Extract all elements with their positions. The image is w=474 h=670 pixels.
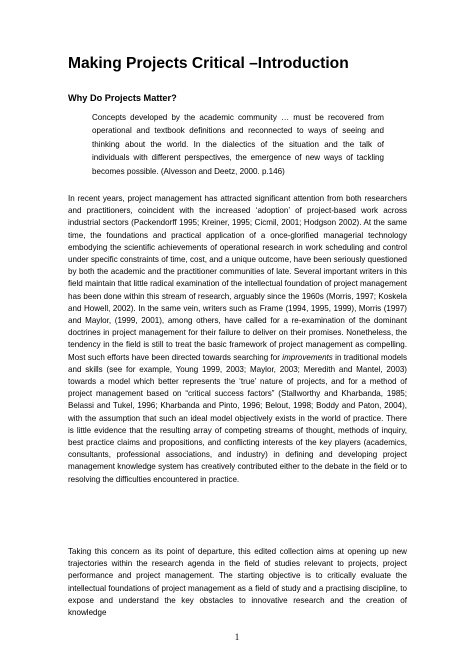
- body-paragraph-2: Taking this concern as its point of departure, this edited collection aims at opening up new trajectories within the research agenda in the field of studies relevant to projects, project performance and project management. The starting objective is to critically evaluate the intellectual foundations of project management as a field of study and a practising discipline, to expose and understand the key obstacles to innovative research and the creation of knowledge: [68, 547, 407, 618]
- paragraph-1-text-end: in traditional models and skills (see for example, Young 1999, 2003; Maylor, 2003; Meredith and Mantel, 2003) towards a model which better represents the ‘true’ nature of projects, and for a method of project management based on “critical success factors” (Stallworthy and Kharbanda, 1985; Belassi and Tukel, 1996; Kharbanda and Pinto, 1996; Belout, 1998; Boddy and Paton, 2004), with the assumption that such an ideal model objectively exists in the world of practice. There is little evidence that the resulting array of competing streams of thought, methods of inquiry, best practice claims and propositions, and conflicting interests of the key players (academics, consultants, professional associations, and industry) in defining and developing project management knowledge system has creatively contributed either to the debate in the field or to resolving the difficulties encountered in practice.: [68, 352, 407, 484]
- emphasized-word: improvements: [282, 352, 333, 362]
- section-heading: Why Do Projects Matter?: [68, 93, 177, 103]
- paragraph-1-text-start: In recent years, project management has attracted significant attention from both researchers and practitioners, coincident with the increased ‘adoption’ of project-based work across industrial sectors (Packendorff 1995; Kreiner, 1995; Cicmil, 2001; Hodgson 2002). At the same time, the foundations and practical application of a once-glorified managerial technology embodying the scientific achievements of operational research in work scheduling and control under specific constraints of time, cost, and a unique outcome, have been seriously questioned by both the academic and the practitioner communities of late. Several important writers in this field maintain that little radical examination of the intellectual foundation of project management has been done within this stream of research, arguably since the 1960s (Morris, 1997; Koskela and Howell, 2002). In the same vein, writers such as Frame (1994, 1995, 1999), Morris (1997) and Maylor, (1999, 2001), among others, have called for a re-examination of the dominant doctrines in project management for their failure to deliver on their promises. Nonetheless, the tendency in the field is still to treat the basic framework of project management as compelling. Most such efforts have been directed towards searching for: [68, 194, 407, 362]
- epigraph-quote: Concepts developed by the academic community … must be recovered from operational and textbook definitions and reconnected to ways of seeing and thinking about the world. In the dialectics of the situation and the talk of individuals with different perspectives, the emergence of new ways of tackling becomes possible. (Alvesson and Deetz, 2000. p.146): [92, 113, 384, 176]
- document-title: Making Projects Critical –Introduction: [68, 55, 349, 72]
- body-paragraph-1: [68, 193, 407, 486]
- page-number: 1: [234, 632, 240, 642]
